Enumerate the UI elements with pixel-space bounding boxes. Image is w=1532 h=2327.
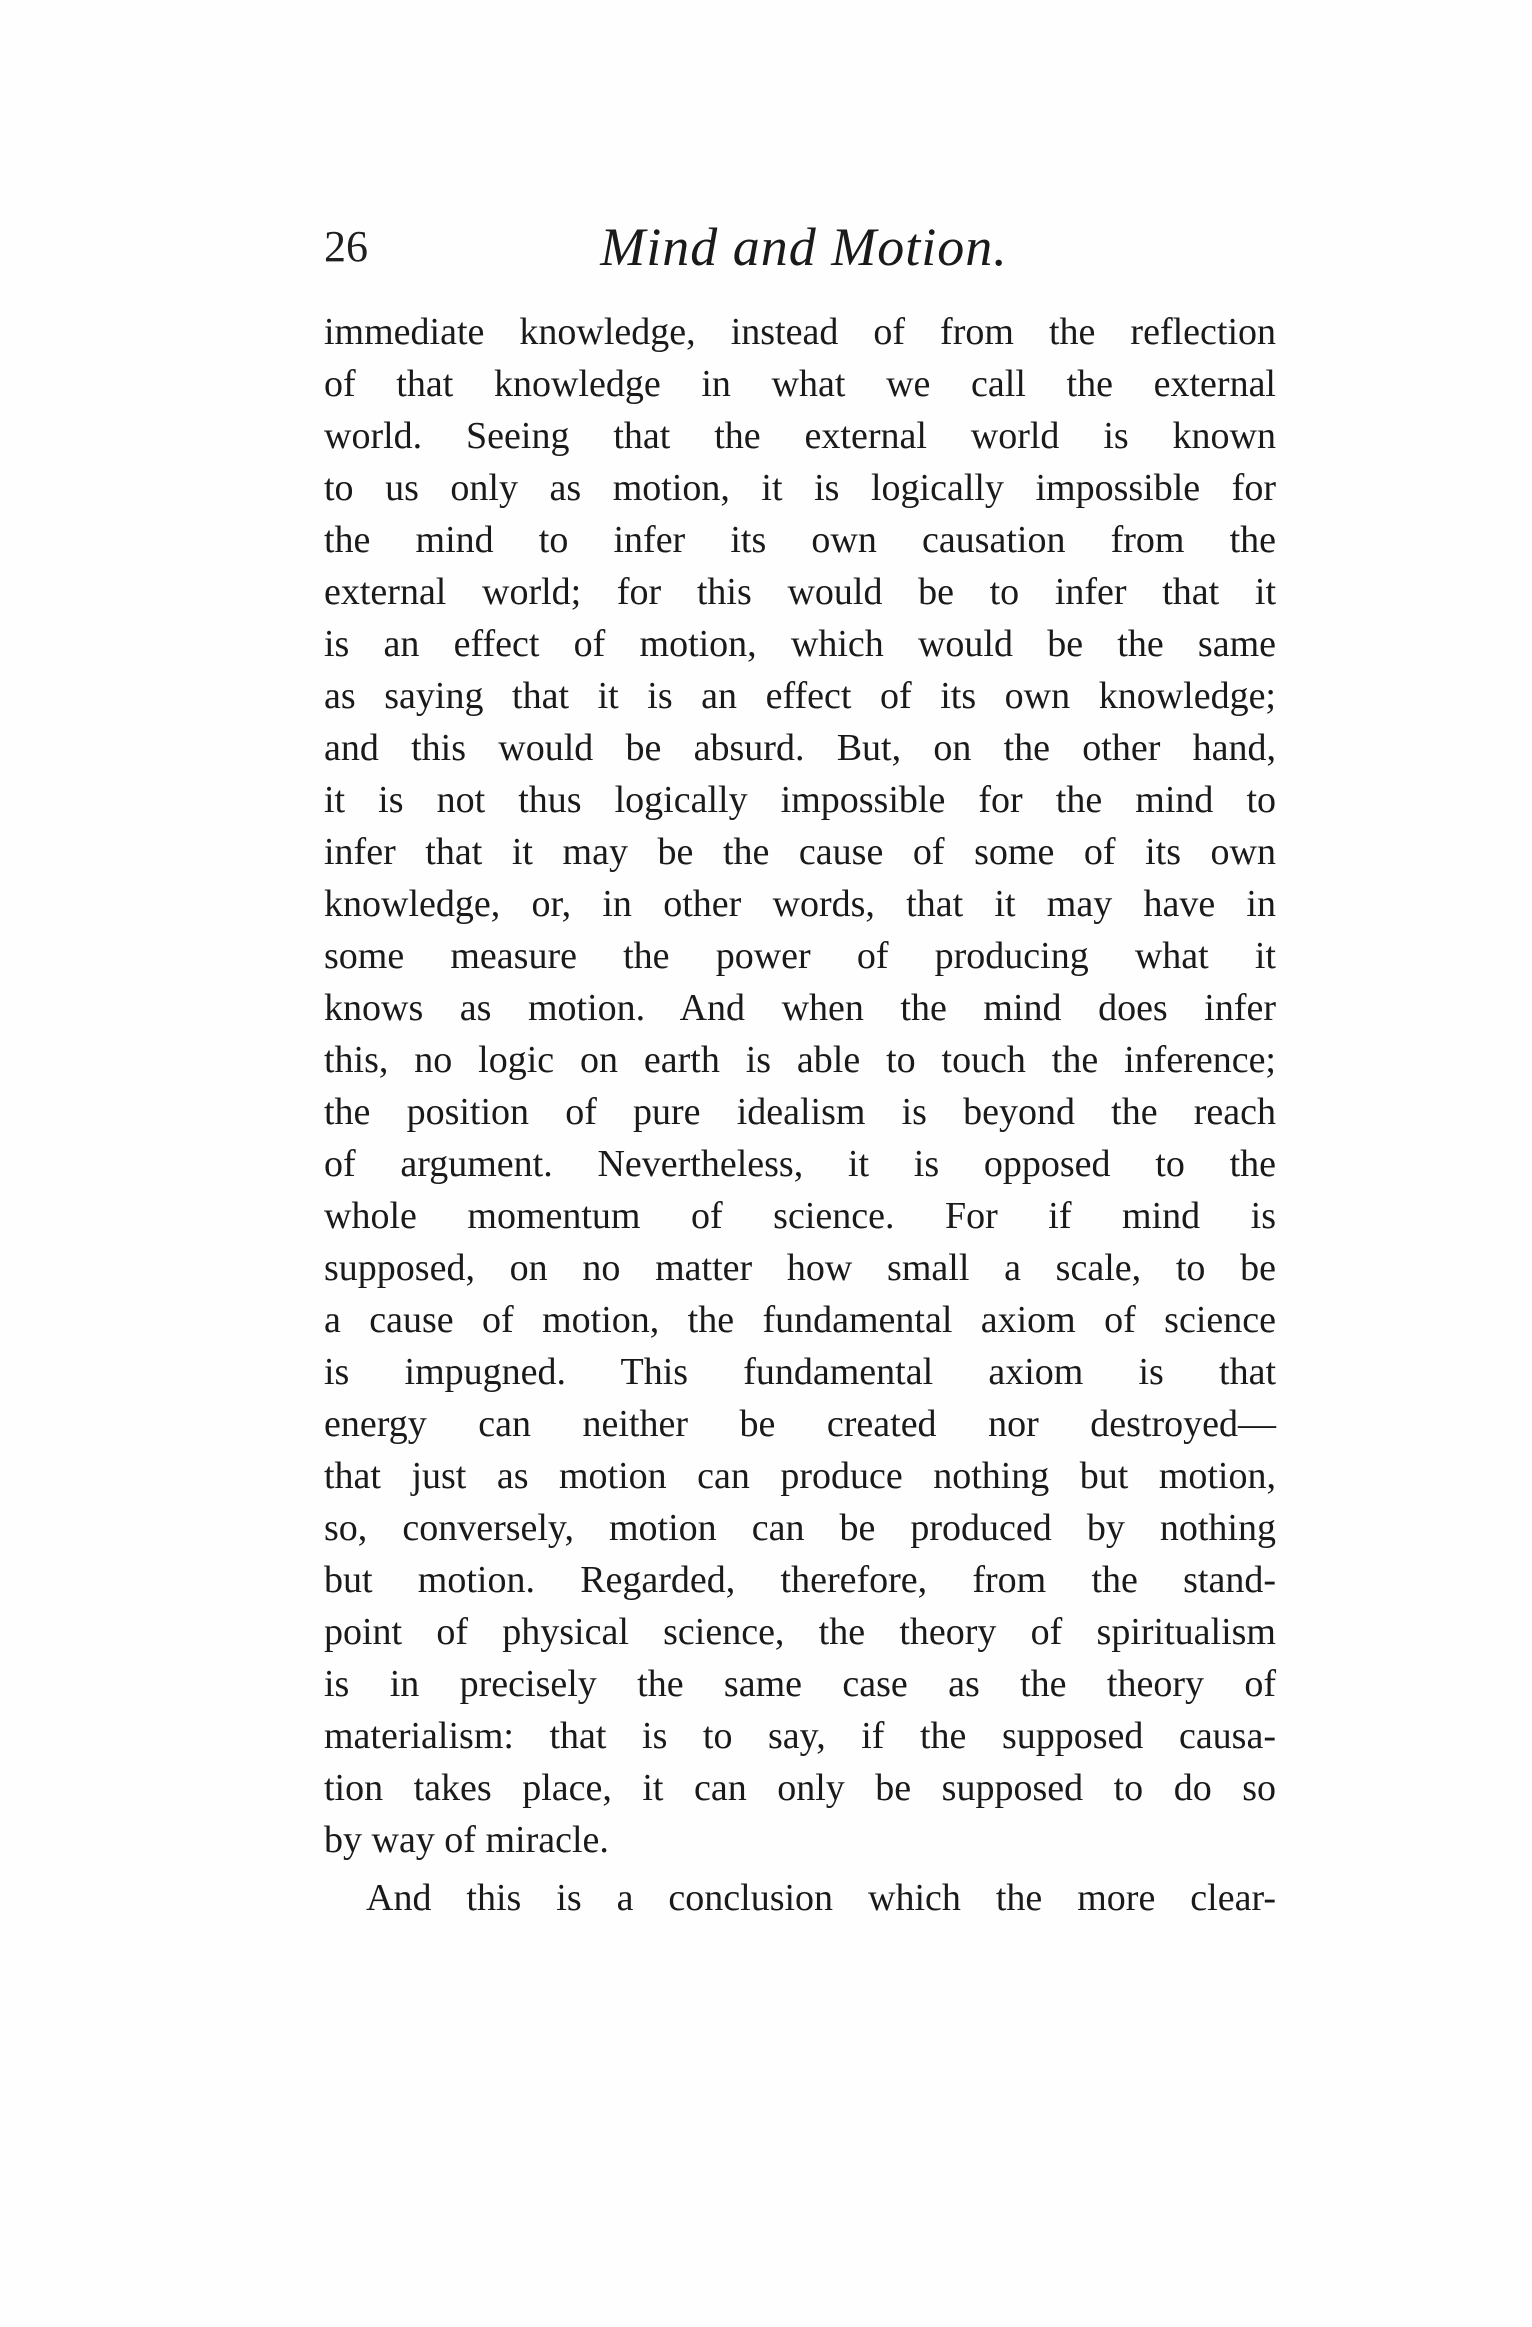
page-number: 26 — [324, 222, 368, 271]
text-line: knows as motion. And when the mind does infer — [324, 987, 1276, 1029]
text-line: it is not thus logically impossible for the mind to — [324, 779, 1276, 821]
text-line: is an effect of motion, which would be the same — [324, 623, 1276, 665]
text-line: the mind to infer its own causation from the — [324, 519, 1276, 561]
text-line: of argument. Nevertheless, it is opposed to the — [324, 1143, 1276, 1185]
text-line: tion takes place, it can only be supposed to do so — [324, 1767, 1276, 1809]
body-text — [324, 306, 1276, 1924]
text-line: is impugned. This fundamental axiom is that — [324, 1351, 1276, 1393]
text-line: materialism: that is to say, if the supposed causa- — [324, 1715, 1276, 1757]
text-line: and this would be absurd. But, on the other hand, — [324, 727, 1276, 769]
text-line: knowledge, or, in other words, that it may have in — [324, 883, 1276, 925]
paragraph-start-line: And this is a conclusion which the more clear- — [366, 1877, 1276, 1919]
text-line: external world; for this would be to infer that it — [324, 571, 1276, 613]
text-line: infer that it may be the cause of some of its own — [324, 831, 1276, 873]
text-line: of that knowledge in what we call the external — [324, 363, 1276, 405]
running-title: Mind and Motion. — [600, 217, 1008, 277]
text-line: energy can neither be created nor destroyed— — [324, 1403, 1276, 1445]
text-line: a cause of motion, the fundamental axiom of science — [324, 1299, 1276, 1341]
text-line: whole momentum of science. For if mind is — [324, 1195, 1276, 1237]
text-line: some measure the power of producing what it — [324, 935, 1276, 977]
text-line: immediate knowledge, instead of from the reflection — [324, 311, 1276, 353]
text-line: as saying that it is an effect of its own knowledge; — [324, 675, 1276, 717]
text-line: but motion. Regarded, therefore, from the stand- — [324, 1559, 1276, 1601]
text-line: so, conversely, motion can be produced by nothing — [324, 1507, 1276, 1549]
text-line: supposed, on no matter how small a scale, to be — [324, 1247, 1276, 1289]
running-head — [324, 212, 1284, 282]
text-line: the position of pure idealism is beyond the reach — [324, 1091, 1276, 1133]
text-line: by way of miracle. — [324, 1819, 609, 1861]
text-line: world. Seeing that the external world is known — [324, 415, 1276, 457]
text-line: point of physical science, the theory of spiritualism — [324, 1611, 1276, 1653]
text-line: this, no logic on earth is able to touch the inference; — [324, 1039, 1276, 1081]
text-line: that just as motion can produce nothing but motion, — [324, 1455, 1276, 1497]
text-line: to us only as motion, it is logically impossible for — [324, 467, 1276, 509]
text-line: is in precisely the same case as the theory of — [324, 1663, 1276, 1705]
